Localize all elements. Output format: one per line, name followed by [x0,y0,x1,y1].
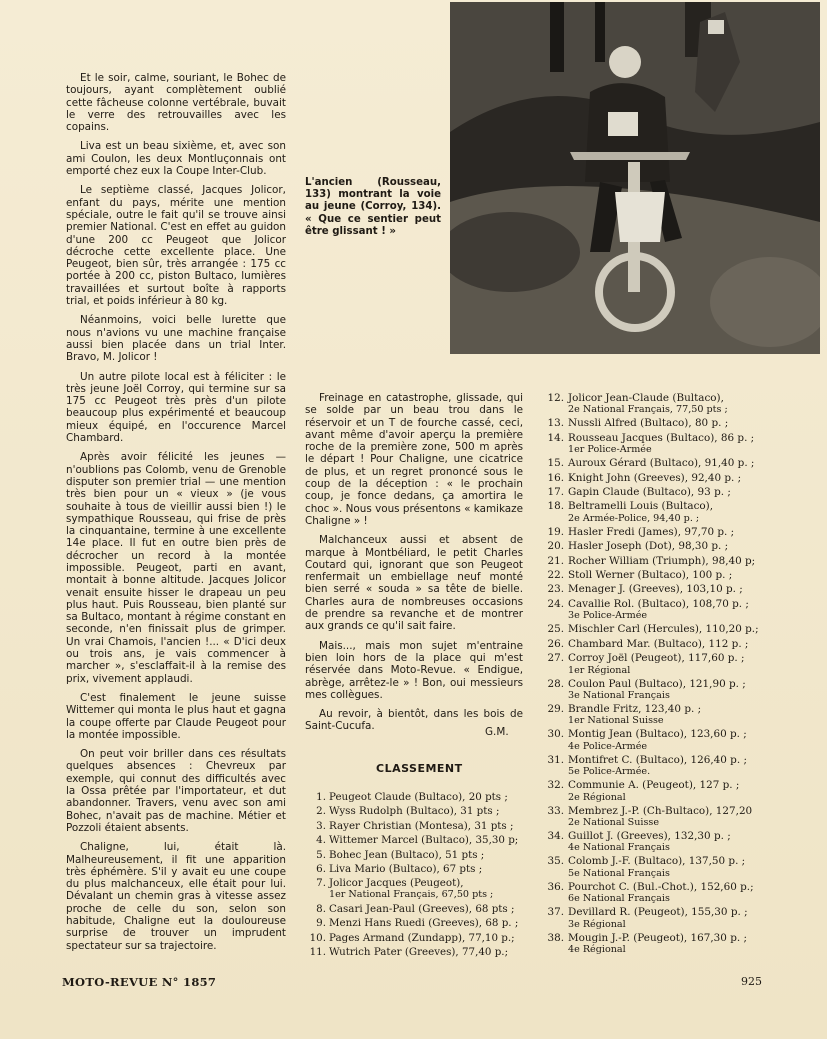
classement-entry [540,417,776,429]
rider-result: Rayer Christian (Montesa), 31 pts ; [329,819,514,832]
classement-entry [540,779,776,802]
rank-number: 35. [547,855,564,868]
rank-number: 26. [547,637,564,650]
rider-distinction: 2e National Français, 77,50 pts ; [568,404,728,416]
classement-entry [540,500,776,523]
rider-distinction: 6e National Français [568,893,670,905]
classement-entry [540,569,776,581]
classement-entry [304,931,526,945]
paragraph: Malchanceux aussi et absent de marque à Montbéliard, le petit Charles Coutard qui, ignorant que son Peugeot renfermait un embiellage neuf monté bien serré « souda » sa tête de bielle. Charles aura de nombreuses occasions de prendre sa revanche et de montrer aux grands ce qu'il sait faire. [305,534,523,633]
rank-number: 12. [547,392,564,404]
rider-result: Communie A. (Peugeot), 127 p. ; [568,779,740,792]
rank-number: 1. [316,791,326,803]
rider-result: Wittemer Marcel (Bultaco), 35,30 p; [329,834,519,847]
rank-number: 23. [547,583,564,596]
rank-number: 37. [547,906,564,919]
rank-number: 28. [547,677,564,690]
paragraph: Chaligne, lui, était là. Malheureusement, il fit une apparition très éphémère. S'il y avait eu une coupe du plus malchanceux, elle était pour lui. Dévalant un chemin gras à vitesse assez proche de celle du son, selon son habitude, Chaligne eut la douloureuse surprise de trouver un imprudent spectateur sur sa trajectoire. [66,841,286,952]
classement-entry [540,472,776,484]
rider-result: Membrez J.-P. (Ch-Bultaco), 127,20 [568,804,753,817]
photo-caption: L'ancien (Rousseau, 133) montrant la voie au jeune (Corroy, 134). « Que ce sentier peut être glissant ! » [305,177,441,237]
classement-entry [304,804,526,818]
classement-list-right [540,392,776,957]
classement-entry [540,392,776,415]
rank-number: 31. [547,753,564,766]
classement-entry [540,830,776,853]
paragraph: Freinage en catastrophe, glissade, qui se solde par un beau trou dans le réservoir et un T de fourche cassé, ceci, avant même d'avoir aperçu la première roche de la première zone, 500 m après le départ ! Pour Chaligne, une cicatrice de plus, et un regret prononcé sous le coup de la déception : « le prochain coup, je fonce dedans, ça amortira le choc ». Nous vous présentons « kamikaze Chaligne » ! [305,392,523,527]
rank-number: 3. [316,819,326,832]
rank-number: 18. [547,500,564,513]
classement-entry [540,555,776,567]
rider-result: Menager J. (Greeves), 103,10 p. ; [568,583,743,596]
classement-entry [304,945,526,959]
article-column-2 [305,392,523,740]
rank-number: 19. [547,525,564,538]
classement-entry [540,881,776,904]
classement-entry [540,805,776,828]
rider-result: Beltramelli Louis (Bultaco), [568,500,714,513]
classement-entry [304,876,526,899]
rank-number: 15. [547,457,564,470]
rider-result: Hasler Joseph (Dot), 98,30 p. ; [568,540,729,553]
classement-entry [540,652,776,675]
classement-entry [540,638,776,650]
rank-number: 25. [547,623,564,636]
rank-number: 22. [547,569,564,582]
rider-result: Nussli Alfred (Bultaco), 80 p. ; [568,417,729,430]
rider-distinction: 2e National Suisse [568,816,660,828]
rider-result: Montig Jean (Bultaco), 123,60 p. ; [568,728,747,741]
classement-entry [304,862,526,876]
rank-number: 20. [547,540,564,553]
classement-entry [540,623,776,635]
rank-number: 2. [316,805,326,818]
rank-number: 10. [309,931,326,944]
rider-result: Liva Mario (Bultaco), 67 pts ; [329,863,483,876]
rank-number: 16. [547,471,564,484]
classement-heading: CLASSEMENT [376,762,463,775]
rider-result: Bohec Jean (Bultaco), 51 pts ; [329,848,485,861]
magazine-issue: MOTO-REVUE N° 1857 [62,975,217,989]
rider-distinction: 1er Régional [568,664,631,676]
rider-distinction: 4e Régional [568,943,626,955]
rider-distinction: 2e Armée-Police, 94,40 p. ; [568,512,700,524]
rider-result: Mougin J.-P. (Peugeot), 167,30 p. ; [568,931,747,944]
rank-number: 38. [547,931,564,944]
rank-number: 32. [547,779,564,792]
trial-rider-photo [450,2,820,354]
paragraph: Un autre pilote local est à féliciter : le très jeune Joël Corroy, qui termine sur sa 175 cc Peugeot très près d'un pilote beaucoup plus expérimenté et beaucoup mieux équipé, en l'occurence Marcel Chambard. [66,370,286,445]
rider-result: Brandle Fritz, 123,40 p. ; [568,702,702,715]
rank-number: 11. [309,946,326,959]
paragraph: On peut voir briller dans ces résultats quelques absences : Chevreux par exemple, qui connut des difficultés avec la Ossa prêtée par l'importateur, et dut abandonner. Travers, venu avec son ami Bohec, n'avait pas de machine. Métier et Pozzoli étaient absents. [66,748,286,834]
rank-number: 33. [547,804,564,817]
paragraph: Après avoir félicité les jeunes — n'oublions pas Colomb, venu de Grenoble disputer son premier trial — une mention très bien pour un « vieux » (je vous souhaite à tous de vieillir aussi bien !) le sympathique Rousseau, qui frise de près la cinquantaine, termine à une excellente 14e place. Il fut en outre bien près de décrocher un record à la montée impossible. Peugeot, parti en avant, montait à bonne altitude. Jacques Jolicor venait ensuite hisser le drapeau un peu plus haut. Puis Rousseau, bien planté sur sa Bultaco, montant à régime constant en seconde, n'en finissait plus de grimper. Un vrai Chamois, l'ancien !... « D'ici deux ou trois ans, je vais commencer à marcher », s'esclaffait-il à la remise des prix, vivement applaudi. [66,451,286,685]
rider-result: Hasler Fredi (James), 97,70 p. ; [568,525,735,538]
rider-result: Guillot J. (Greeves), 132,30 p. ; [568,829,731,842]
author-signature: G.M. [485,726,509,738]
rank-number: 29. [547,702,564,715]
rider-result: Auroux Gérard (Bultaco), 91,40 p. ; [568,457,755,470]
rider-result: Pages Armand (Zundapp), 77,10 p.; [329,931,515,944]
rider-result: Rousseau Jacques (Bultaco), 86 p. ; [568,431,755,444]
rank-number: 4. [316,834,326,847]
paragraph: Liva est un beau sixième, et, avec son ami Coulon, les deux Montluçonnais ont emporté chez eux la Coupe Inter-Club. [66,140,286,178]
rider-result: Pourchot C. (Bul.-Chot.), 152,60 p.; [568,880,754,893]
rider-distinction: 1er National Suisse [568,715,664,727]
classement-entry [540,540,776,552]
rank-number: 5. [316,848,326,861]
classement-entry [540,932,776,955]
classement-entry [540,754,776,777]
classement-entry [304,819,526,833]
rider-result: Stoll Werner (Bultaco), 100 p. ; [568,569,733,582]
classement-entry [540,583,776,595]
rank-number: 34. [547,829,564,842]
classement-entry [540,526,776,538]
classement-entry [540,703,776,726]
rider-distinction: 3e Police-Armée [568,610,648,622]
classement-entry [540,728,776,751]
rider-result: Devillard R. (Peugeot), 155,30 p. ; [568,906,748,919]
rank-number: 24. [547,597,564,610]
rider-distinction: 4e Police-Armée [568,740,648,752]
classement-entry [304,848,526,862]
paragraph: Et le soir, calme, souriant, le Bohec de toujours, ayant complètement oublié cette fâcheuse colonne vertébrale, buvait le verre des retrouvailles avec les copains. [66,72,286,134]
rider-result: Rocher William (Triumph), 98,40 p; [568,554,756,567]
classement-entry [540,457,776,469]
rank-number: 8. [316,902,326,915]
rider-result: Cavallie Rol. (Bultaco), 108,70 p. ; [568,597,749,610]
rank-number: 9. [316,917,326,930]
classement-entry [540,906,776,929]
paragraph: C'est finalement le jeune suisse Wittemer qui monta le plus haut et gagna la coupe offerte par Claude Peugeot pour la montée impossible. [66,691,286,741]
rider-distinction: 3e National Français [568,689,670,701]
classement-entry [540,486,776,498]
rank-number: 6. [316,863,326,876]
classement-entry [304,916,526,930]
classement-entry [540,598,776,621]
rank-number: 27. [547,652,564,665]
rider-distinction: 5e Police-Armée. [568,766,651,778]
rider-result: Jolicor Jean-Claude (Bultaco), [568,392,724,404]
classement-entry [540,432,776,455]
rider-distinction: 3e Régional [568,918,626,930]
rider-result: Knight John (Greeves), 92,40 p. ; [568,471,742,484]
classement-entry [540,855,776,878]
classement-entry [304,833,526,847]
rider-distinction: 1er Police-Armée [568,444,652,456]
rider-result: Montifret C. (Bultaco), 126,40 p. ; [568,753,747,766]
rider-distinction: 2e Régional [568,791,626,803]
paragraph: Au revoir, à bientôt, dans les bois de Saint-Cucufa. [305,708,523,733]
rider-result: Coulon Paul (Bultaco), 121,90 p. ; [568,677,746,690]
rider-result: Wyss Rudolph (Bultaco), 31 pts ; [329,805,500,818]
rank-number: 21. [547,554,564,567]
rank-number: 14. [547,431,564,444]
rider-result: Jolicor Jacques (Peugeot), [329,877,464,890]
rider-result: Mischler Carl (Hercules), 110,20 p.; [568,623,759,636]
rider-result: Wutrich Pater (Greeves), 77,40 p.; [329,946,509,959]
rank-number: 30. [547,728,564,741]
rank-number: 7. [316,877,326,890]
rank-number: 17. [547,486,564,499]
rider-distinction: 5e National Français [568,867,670,879]
rank-number: 13. [547,417,564,430]
rider-distinction: 4e National Français [568,842,670,854]
rider-result: Casari Jean-Paul (Greeves), 68 pts ; [329,902,515,915]
classement-entry [304,902,526,916]
rider-result: Corroy Joël (Peugeot), 117,60 p. ; [568,652,745,665]
rider-distinction: 1er National Français, 67,50 pts ; [329,888,494,900]
classement-entry [304,790,526,804]
rider-result: Menzi Hans Ruedi (Greeves), 68 p. ; [329,917,519,930]
page-number: 925 [741,975,762,988]
paragraph: Le septième classé, Jacques Jolicor, enfant du pays, mérite une mention spéciale, outre le fait qu'il se trouve ainsi premier National. C'est en effet au guidon d'une 200 cc Peugeot que Jolicor décroche cette excellente place. Une Peugeot, bien sûr, très arrangée : 175 cc portée à 200 cc, piston Bultaco, lumières travaillées et surtout boîte à rapports trial, et poids inférieur à 80 kg. [66,184,286,308]
rider-result: Colomb J.-F. (Bultaco), 137,50 p. ; [568,855,746,868]
classement-entry [540,678,776,701]
rider-result: Gapin Claude (Bultaco), 93 p. ; [568,486,731,499]
rank-number: 36. [547,880,564,893]
classement-list-left [304,790,526,959]
rider-result: Chambard Mar. (Bultaco), 112 p. ; [568,637,749,650]
article-column-1 [66,72,286,959]
paragraph: Néanmoins, voici belle lurette que nous n'avions vu une machine française aussi bien placée dans un trial Inter. Bravo, M. Jolicor ! [66,314,286,364]
paragraph: Mais..., mais mon sujet m'entraine bien loin hors de la place qui m'est réservée dans Moto-Revue. « Endigue, abrège, arrêtez-le » ! Bon, oui messieurs mes collègues. [305,639,523,701]
rider-result: Peugeot Claude (Bultaco), 20 pts ; [329,791,508,803]
